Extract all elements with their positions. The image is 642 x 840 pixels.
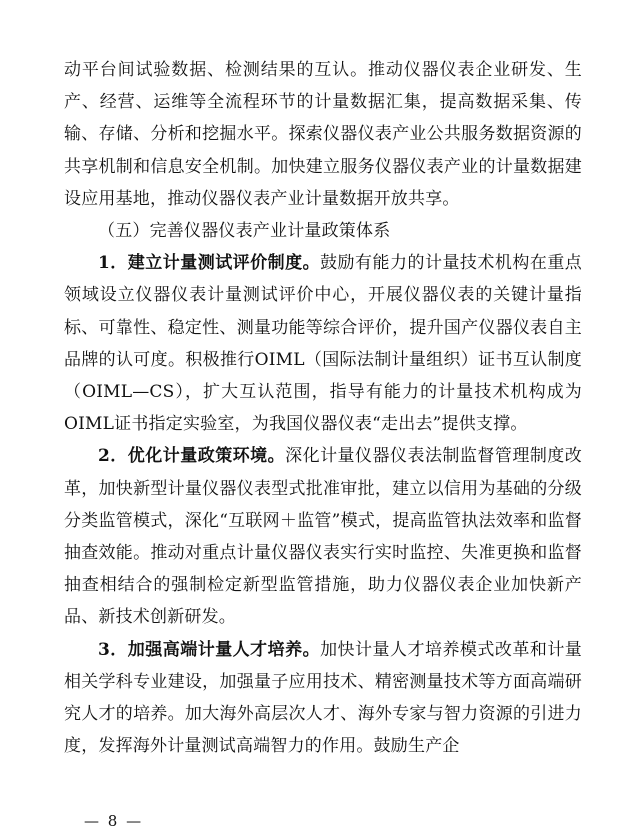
paragraph-item-3 bbox=[64, 634, 582, 763]
paragraph-continuation: 动平台间试验数据、检测结果的互认。推动仪器仪表企业研发、生产、经营、运维等全流程环节的计量数据汇集，提高数据采集、传输、存储、分析和挖掘水平。探索仪器仪表产业公共服务数据资源的共享机制和信息安全机制。加快建立服务仪器仪表产业的计量数据建设应用基地，推动仪器仪表产业计量数据开放共享。 bbox=[64, 60, 582, 209]
item-3-body: 加快计量人才培养模式改革和计量相关学科专业建设，加强量子应用技术、精密测量技术等方面高端研究人才的培养。加大海外高层次人才、海外专家与智力资源的引进力度，发挥海外计量测试高端智力的作用。鼓励生产企 bbox=[64, 639, 582, 757]
item-1-title: 1．建立计量测试评价制度。 bbox=[98, 253, 321, 274]
item-1-body: 鼓励有能力的计量技术机构在重点领域设立仪器仪表计量测试评价中心，开展仪器仪表的关键计量指标、可靠性、稳定性、测量功能等综合评价，提升国产仪器仪表自主品牌的认可度。积极推行OIML（国际法制计量组织）证书互认制度（OIML—CS），扩大互认范围，指导有能力的计量技术机构成为OIML证书指定实验室，为我国仪器仪表“走出去”提供支撑。 bbox=[64, 253, 582, 435]
item-2-body: 深化计量仪器仪表法制监督管理制度改革，加快新型计量仪器仪表型式批准审批，建立以信用为基础的分级分类监管模式，深化“互联网＋监管”模式，提高监管执法效率和监督抽查效能。推动对重点计量仪器仪表实行实时监控、失准更换和监督抽查相结合的强制检定新型监管措施，助力仪器仪表企业加快新产品、新技术创新研发。 bbox=[64, 446, 582, 628]
section-heading-5: （五）完善仪器仪表产业计量政策体系 bbox=[98, 221, 391, 242]
item-2-title: 2．优化计量政策环境。 bbox=[98, 446, 286, 467]
item-3-title: 3．加强高端计量人才培养。 bbox=[98, 639, 321, 660]
document-body bbox=[64, 54, 582, 762]
paragraph-item-2 bbox=[64, 440, 582, 633]
page-number: — 8 — bbox=[84, 812, 144, 830]
paragraph-item-1 bbox=[64, 247, 582, 440]
